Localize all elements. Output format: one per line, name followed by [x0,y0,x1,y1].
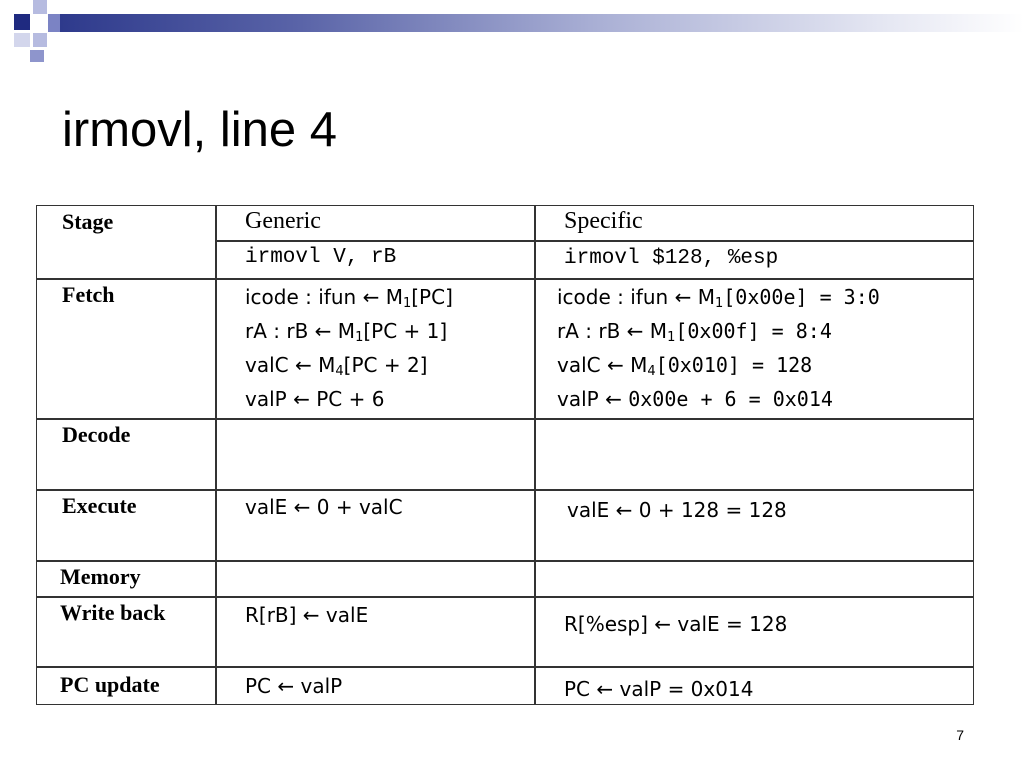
column-divider [215,206,217,704]
instruction-generic: irmovl V, rB [245,246,397,269]
result: = 8:4 [759,319,832,343]
arrow-icon: ← [626,319,644,343]
fetch-specific-row [557,382,833,416]
header-gradient-bar [60,14,1024,32]
arrow-icon: ← [314,319,332,343]
lhs: valC [557,353,601,377]
arrow-icon: ← [674,285,692,309]
memory-symbol: M [697,285,715,309]
stage-memory: Memory [60,564,141,589]
arrow-icon: ← [293,387,310,411]
memory-symbol: M [385,285,403,309]
arrow-icon: ← [294,353,312,377]
arrow-icon: ← [606,353,624,377]
stage-execute: Execute [62,493,137,518]
pcupdate-specific: PC ← valP = 0x014 [564,677,754,701]
memory-symbol: M [318,353,336,377]
arrow-icon: ← [362,285,380,309]
memory-symbol: M [649,319,668,343]
stage-fetch: Fetch [62,282,115,307]
memory-symbol: M [630,353,648,377]
rhs: [PC + 2] [343,353,428,377]
stage-table [36,205,974,705]
memory-size: 1 [402,296,412,311]
rhs: [PC] [411,285,453,309]
stage-writeback: Write back [60,600,166,625]
memory-size: 1 [355,330,364,345]
stage-pcupdate: PC update [60,672,160,697]
rhs: [PC + 1] [363,319,448,343]
deco-square-light [14,33,30,47]
arrow-icon: ← [605,387,622,411]
rhs: [0x00e] [723,285,808,309]
result: = 3:0 [807,285,880,309]
lhs: valC [245,353,289,377]
slide-title: irmovl, line 4 [62,103,338,157]
memory-size: 4 [647,364,656,379]
instruction-specific: irmovl $128, %esp [564,247,779,270]
deco-square-dark [14,14,30,30]
deco-square-mid [33,0,47,14]
deco-square-light [30,50,44,62]
execute-generic: valE ← 0 + valC [245,495,403,519]
writeback-generic: R[rB] ← valE [245,603,369,627]
result: = 0x014 [736,387,833,411]
lhs: icode : ifun [245,285,357,309]
rhs: [0x010] [655,353,740,377]
fetch-generic-row [245,382,384,416]
pcupdate-generic: PC ← valP [245,674,343,698]
row-divider [215,240,973,242]
header-specific: Specific [564,208,643,234]
writeback-specific: R[%esp] ← valE = 128 [564,612,788,636]
row-divider [37,596,973,598]
stage-decode: Decode [62,422,131,447]
execute-specific: valE ← 0 + 128 = 128 [567,498,787,522]
rhs: [0x00f] [675,319,760,343]
deco-square-mid [33,33,47,47]
row-divider [37,418,973,420]
rhs: PC + 6 [316,387,385,411]
memory-size: 1 [667,330,676,345]
rhs: 0x00e + 6 [628,387,737,411]
header-stage: Stage [62,209,114,234]
row-divider [37,666,973,668]
memory-size: 1 [714,296,724,311]
memory-symbol: M [337,319,356,343]
lhs: rA : rB [245,319,309,343]
result: = 128 [739,353,813,377]
deco-square-mid [48,14,60,32]
lhs: valP [245,387,287,411]
row-divider [37,560,973,562]
page-number: 7 [956,727,964,743]
column-divider [534,206,536,704]
lhs: valP [557,387,599,411]
lhs: icode : ifun [557,285,669,309]
header-generic: Generic [245,208,321,234]
row-divider [37,489,973,491]
memory-size: 4 [335,364,344,379]
lhs: rA : rB [557,319,621,343]
